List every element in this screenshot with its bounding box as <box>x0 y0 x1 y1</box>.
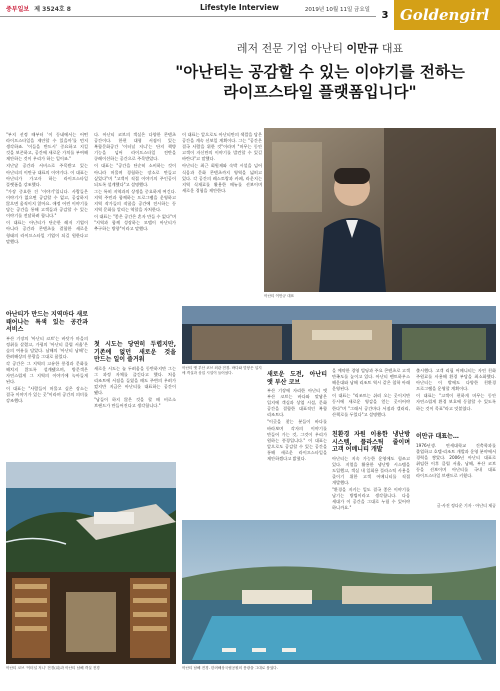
library-photo <box>6 572 176 664</box>
paragraph: 그는 특히 지역과의 상생을 중요하게 여긴다. 지역 주민과 함께하는 프로그램을 운영하고 지역 작가들의 작품을 공간에 전시하는 등 지역 문화를 알리는 역할을 자처한다. <box>94 188 176 213</box>
paragraph: 이 대표는 "리조트는 쉬러 오는 곳이지만 동시에 새로운 영감을 얻는 곳이어야 한다"며 "그래서 공간마다 서점과 갤러리, 산책로를 두었다"고 설명했다. <box>332 393 410 417</box>
brand-block <box>376 0 500 30</box>
lead-prefix: 레저 전문 기업 아난티 <box>236 42 343 55</box>
section-subhead: 새로운 도전, 아난티 앳 부산 코브 <box>267 371 327 386</box>
paragraph: 1976년생. 연세대학교 건축학과를 졸업하고 호텔·리조트 개발과 운영 분야에서 경력을 쌓았다. 2006년 아난티 대표로 취임한 이후 클럽 서울, 남해, 부산 코브 등을 선보이며 아난티를 국내 대표 라이프스타일 브랜드로 키웠다. <box>416 442 496 478</box>
bottom-photo-caption: 아난티 남해 전경. 한려해상국립공원의 풍광을 그대로 품었다. <box>182 666 278 670</box>
paragraph: 부산 기장에 자리한 아난티 앳 부산 코브는 바다와 맞닿은 입지에 객실과 상업 시설, 문화 공간을 결합한 대표적인 복합 리조트다. <box>267 388 327 418</box>
paragraph: 부산 기장의 '아난티 코브'는 바닷가 마을의 정취를 살렸고, 가평의 '아난티 클럽 서울'은 숲의 여유를 담았다. 남해의 '아난티 남해'는 한려해상의 풍광을 그대로 품었다. <box>6 335 88 359</box>
coast-image <box>6 462 176 572</box>
paragraph: 이 대표는 "공간을 단순히 소비하는 것이 아니라 머물며 경험하는 장소로 만들고 싶었다"며 "고객이 직접 이야기의 주인공이 되도록 설계했다"고 설명했다. <box>94 163 176 187</box>
portrait-image <box>264 128 496 292</box>
issue-date: 2019년 10월 11일 금요일 <box>304 7 370 13</box>
text-column-1 <box>6 132 88 306</box>
article-lead <box>150 40 490 56</box>
paragraph: "가장 중요한 건 '이야기'입니다. 사람들은 이야기가 없으면 공감할 수 없고, 공감하지 않으면 움직이지 않아요. 애정 어린 이야기를 담는 공간을 통해 고객들과 공감할 수 있는 이야기를 전달하려 합니다." <box>6 188 88 219</box>
byline-credit: 글·사진 정다운 기자 · 아난티 제공 <box>436 503 496 508</box>
portrait-caption: 아난티 이만규 대표 <box>264 294 295 298</box>
left-photo-caption: 아난티 코브 '이터널 저니' 전경(위)과 아난티 남해 객실 전경 <box>6 666 100 670</box>
paragraph: 이 대표는 "좋은 공간은 혼자 만들 수 없다"며 "지역과 함께 성장하는 모델이 아난티가 추구하는 방향"이라고 말했다. <box>94 214 176 232</box>
publication-name: 중부일보 <box>6 6 30 13</box>
headline-line-1: "아난티는 공감할 수 있는 이야기를 전하는 <box>175 62 465 81</box>
paragraph: 을 예약한 경영 빌딩과 주요 콘텐츠로 고객 만족도를 높이고 있다. 아난티 펜트하우스 해운대와 남해 리조트 역시 같은 철학 아래 운영된다. <box>332 368 410 392</box>
resort-coast-photo <box>6 462 176 572</box>
paragraph: "이곳을 찾는 분들이 바다를 바라보며 각자의 이야기를 만들어 가는 것, 그것이 우리가 원하는 풍경입니다." 이 대표는 앞으로도 공감할 수 있는 공간을 통해 새로운 라이프스타일을 제안하겠다고 밝혔다. <box>267 419 327 462</box>
pool-image <box>182 520 496 664</box>
text-column-4 <box>332 368 410 428</box>
resort-aerial-photo <box>182 306 496 364</box>
section-subhead: 친환경 자원 이용한 냉난방 시스템, 플라스틱 줄이며 고객 어메니티 개발 <box>332 431 410 453</box>
interviewee-title: 대표 <box>381 42 404 55</box>
text-column-3b <box>267 368 327 518</box>
paragraph: 각 공간은 그 지역의 고유한 풍경과 문화를 해치지 않도록 설계됐으며, 방문객은 자연스럽게 그 지역의 이야기에 녹아들게 된다. <box>6 360 88 385</box>
text-column-1b <box>6 308 88 458</box>
text-column-2b <box>94 338 176 458</box>
brand-logo: Goldengirl <box>394 0 500 30</box>
resort-aerial-image <box>182 306 496 364</box>
article-headline <box>150 62 490 102</box>
section-subhead: 아난티가 만드는 지역마다 새로 태어나는 특색 있는 공간과 서비스 <box>6 311 88 333</box>
paragraph: 이 대표는 "고객이 편하게 머무는 동안 자연스럽게 환경 보호에 동참할 수 있도록 하는 것이 목표"라고 덧붙였다. <box>416 393 496 411</box>
paragraph: 이 대표는 아난티가 단순한 레저 기업이 아니라 공간과 콘텐츠를 결합한 새로운 형태의 라이프스타일 기업이 되길 원한다고 말했다. <box>6 220 88 244</box>
masthead-left <box>6 4 71 13</box>
interviewee-name: 이만규 <box>346 42 379 55</box>
profile-subhead: 이만규 대표는… <box>416 433 459 440</box>
paragraph: 이 대표는 "사람들이 머물고 싶은 장소는 결국 이야기가 있는 곳"이라며 공간의 의미를 강조했다. <box>6 386 88 404</box>
paragraph: 아난티는 지속 가능한 운영에도 힘쓰고 있다. 지열을 활용한 냉난방 시스템을 도입했고, 객실 내 일회용 플라스틱 사용을 줄이기 위한 고객 어메니티를 직접 개발했다. <box>332 455 410 485</box>
paragraph: 다. 아난티 코브의 객실은 다양한 콘텐츠 공간이다. 한편 대형 서점이 있는 복합문화공간 '이터널 저니'는 단지 책방 기능을 넘어 라이프스타일 전반을 큐레이션하는 공간으로 주목받았다. <box>94 132 176 162</box>
text-column-5 <box>416 368 496 428</box>
paragraph: "환경을 지키는 일도 결국 좋은 이야기를 남기는 방법이라고 생각합니다. 다음 세대가 이 공간을 그대로 누릴 수 있어야 하니까요." <box>332 486 410 511</box>
issue-number: 제 3524호 8 <box>34 6 71 13</box>
paragraph: "부지 선정 때부터 '이 동네에서는 어떤 라이프스타일을 제안할 수 있을까'를 먼저 생각하죠. '이들을 반드시' 중요하고 지킬 것을 보존하고, 공간에 새로운 가치를 부여해 제안하는 것이 우리가 하는 일이죠." <box>6 132 88 162</box>
page-number: 3 <box>376 0 394 30</box>
section-title: Lifestyle Interview <box>200 3 279 12</box>
profile-box <box>416 430 496 500</box>
resort-pool-photo <box>182 520 496 664</box>
headline-line-2: 라이프스타일 플랫폼입니다" <box>223 82 417 101</box>
main-photo-caption: 아난티 앳 부산 코브 외관 전경. 바다와 맞닿은 입지에 객실과 상업 시설이 들어섰다. <box>182 366 262 375</box>
paragraph: 이 대표는 앞으로도 아난티만의 색깔을 담은 공간을 계속 선보일 계획이다. 그는 "공간은 결국 사람을 위한 것"이라며 "머무는 동안 고객이 자신만의 이야기를 발견할 수 있길 바란다"고 말했다. <box>182 132 262 162</box>
text-column-4b <box>332 428 410 518</box>
section-subhead: 첫 시도는 당연히 두렵지만, 기존에 없던 새로운 것을 만드는 일이 즐거워 <box>94 341 176 363</box>
interviewee-photo <box>264 128 496 292</box>
paragraph: 새로운 시도는 늘 두려움을 동반하지만 그는 그 과정 자체를 즐긴다고 했다. 처음 리조트에 서점을 들였을 때도 주변의 우려가 컸지만 지금은 아난티를 대표하는 공간이 됐다. <box>94 365 176 395</box>
paragraph: 출시했다. 고객 리필 어메니티는 자연 친화 주원료를 사용해 환경 부담을 최소화했다. 아난티는 이 밖에도 다양한 친환경 프로그램을 운영할 계획이다. <box>416 368 496 392</box>
library-image <box>6 572 176 664</box>
paragraph: "남들이 하지 않은 것을 할 때 비로소 브랜드가 만들어진다고 생각합니다." <box>94 396 176 409</box>
paragraph: 아난티는 최근 회원제와 숙박 시설을 넘어 식음과 문화 콘텐츠까지 영역을 넓히고 있다. 각 공간의 레스토랑과 카페, 라운지는 지역 식재료를 활용한 메뉴를 선보이며 새로운 경험을 제안한다. <box>182 163 262 193</box>
text-column-2 <box>94 132 176 338</box>
paragraph: 지난달 공간과 서비스로 주목받고 있는 아난티의 이만규 대표의 이야기다. 이 대표는 아난티가 가고자 하는 라이프스타일 플랫폼을 강조했다. <box>6 163 88 187</box>
